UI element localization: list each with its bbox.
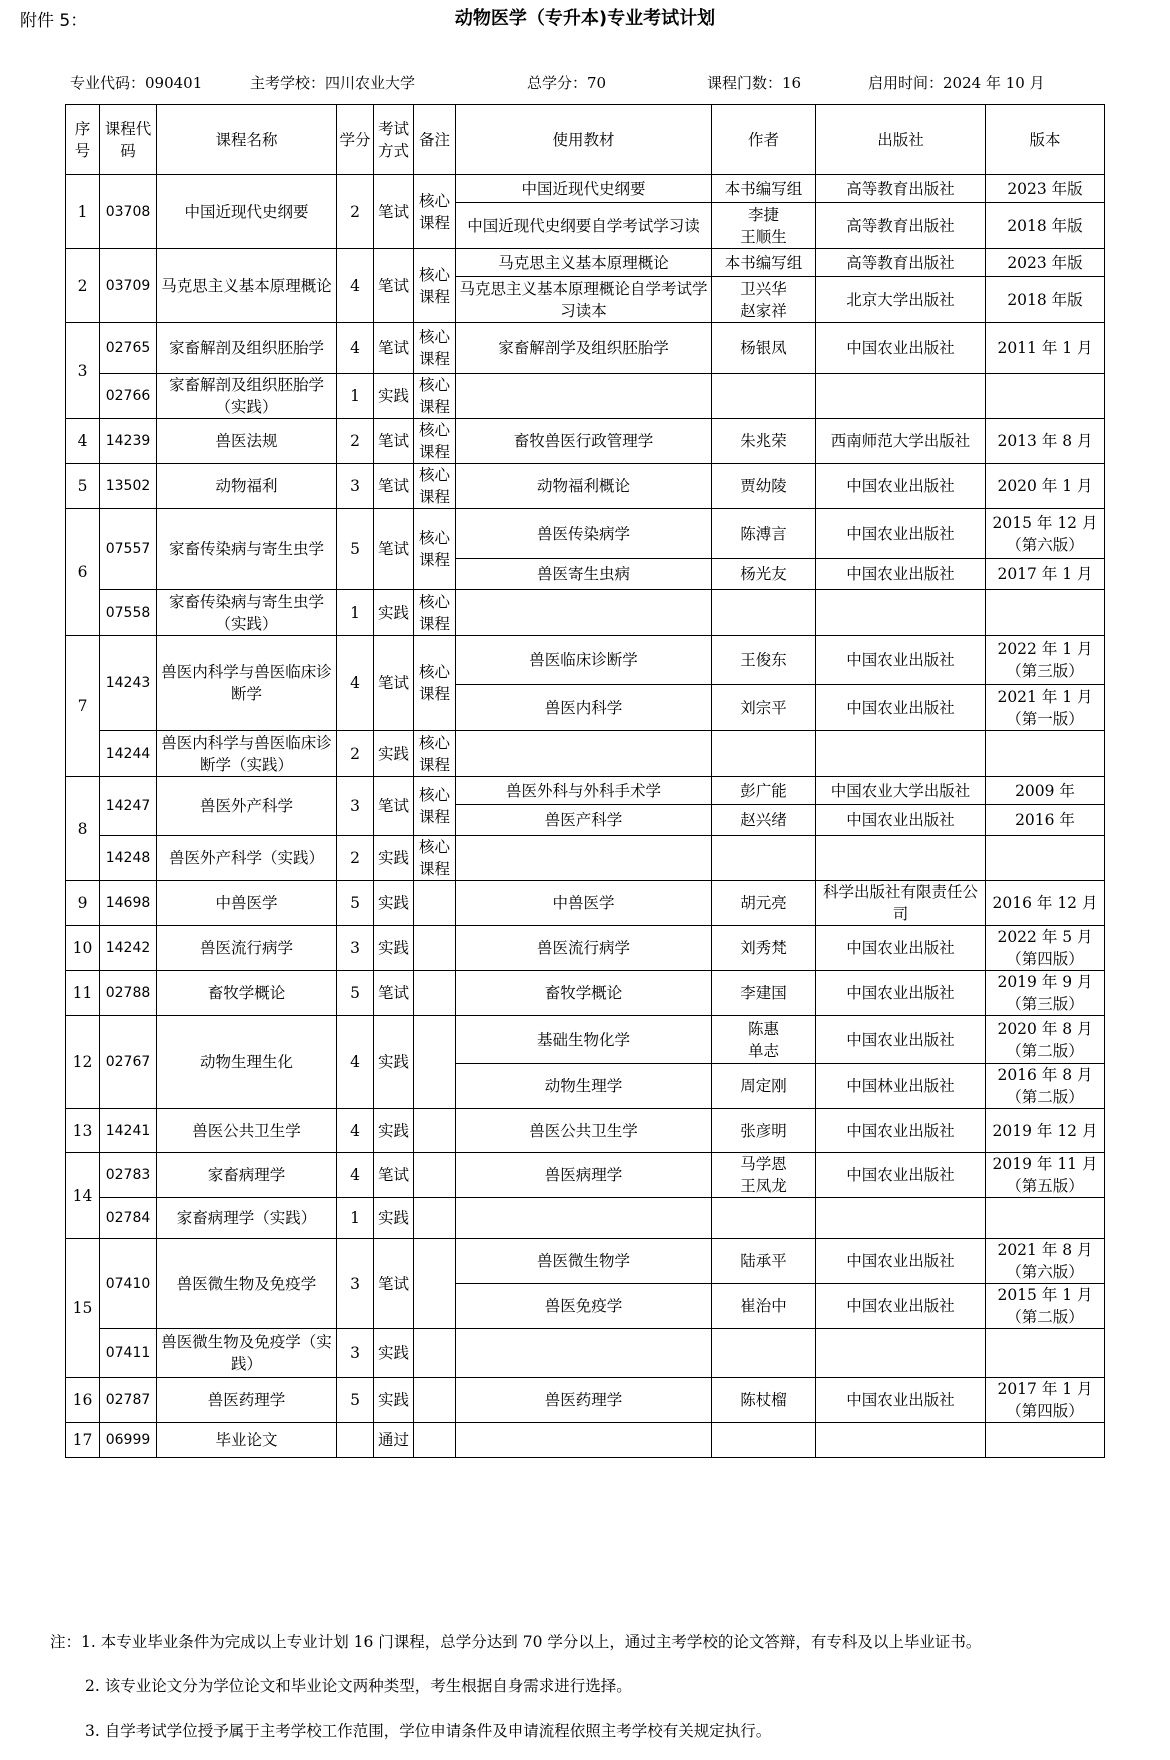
seq-cell: 6 — [66, 509, 100, 636]
credit-cell: 1 — [337, 590, 374, 636]
seq-cell: 1 — [66, 175, 100, 249]
edition-cell: 2023 年版 — [986, 175, 1105, 203]
edition-cell: 2018 年版 — [986, 277, 1105, 323]
remark-cell: 核心课程 — [414, 636, 456, 731]
credit-cell: 4 — [337, 636, 374, 731]
course-code-cell: 02787 — [100, 1378, 157, 1423]
publisher-cell: 中国农业出版社 — [816, 805, 986, 836]
author-cell: 李建国 — [712, 971, 816, 1016]
seq-cell: 12 — [66, 1016, 100, 1109]
remark-cell — [414, 1423, 456, 1458]
edition-cell: 2020 年 1 月 — [986, 464, 1105, 509]
edition-cell: 2009 年 — [986, 777, 1105, 805]
seq-cell: 9 — [66, 881, 100, 926]
author-cell — [712, 1198, 816, 1239]
edition-cell: 2020 年 8 月（第二版） — [986, 1016, 1105, 1064]
textbook-cell: 兽医内科学 — [456, 685, 712, 731]
table-row — [66, 777, 1105, 805]
col-author: 作者 — [712, 105, 816, 175]
textbook-cell: 动物福利概论 — [456, 464, 712, 509]
publisher-cell: 中国农业大学出版社 — [816, 777, 986, 805]
publisher-cell: 中国农业出版社 — [816, 1016, 986, 1064]
exam-method-cell: 笔试 — [374, 1153, 414, 1198]
textbook-cell — [456, 1198, 712, 1239]
seq-cell: 5 — [66, 464, 100, 509]
edition-cell — [986, 1329, 1105, 1378]
author-cell: 朱兆荣 — [712, 419, 816, 464]
publisher-cell: 高等教育出版社 — [816, 203, 986, 249]
seq-cell: 10 — [66, 926, 100, 971]
col-credit: 学分 — [337, 105, 374, 175]
credit-cell: 3 — [337, 926, 374, 971]
exam-method-cell: 实践 — [374, 926, 414, 971]
textbook-cell — [456, 836, 712, 881]
exam-method-cell: 实践 — [374, 1378, 414, 1423]
course-name-cell: 家畜病理学 — [157, 1153, 337, 1198]
textbook-cell: 兽医传染病学 — [456, 509, 712, 559]
course-code-cell: 02765 — [100, 323, 157, 374]
publisher-cell: 中国农业出版社 — [816, 559, 986, 590]
course-code-cell: 02766 — [100, 374, 157, 419]
edition-cell: 2019 年 11 月（第五版） — [986, 1153, 1105, 1198]
table-row — [66, 926, 1105, 971]
course-name-cell: 家畜解剖及组织胚胎学（实践） — [157, 374, 337, 419]
major-code: 专业代码：090401 — [70, 74, 203, 92]
course-name-cell: 家畜病理学（实践） — [157, 1198, 337, 1239]
author-cell — [712, 374, 816, 419]
textbook-cell: 畜牧学概论 — [456, 971, 712, 1016]
exam-method-cell: 实践 — [374, 1109, 414, 1153]
author-cell: 刘秀梵 — [712, 926, 816, 971]
textbook-cell: 畜牧兽医行政管理学 — [456, 419, 712, 464]
credit-cell: 3 — [337, 464, 374, 509]
seq-cell: 4 — [66, 419, 100, 464]
table-row — [66, 323, 1105, 374]
course-name-cell: 兽医微生物及免疫学（实践） — [157, 1329, 337, 1378]
table-row — [66, 836, 1105, 881]
course-name-cell: 家畜传染病与寄生虫学（实践） — [157, 590, 337, 636]
edition-cell: 2022 年 1 月（第三版） — [986, 636, 1105, 685]
textbook-cell: 兽医微生物学 — [456, 1239, 712, 1284]
edition-cell — [986, 836, 1105, 881]
course-name-cell: 家畜传染病与寄生虫学 — [157, 509, 337, 590]
publisher-cell: 北京大学出版社 — [816, 277, 986, 323]
credit-cell: 5 — [337, 971, 374, 1016]
credit-cell: 2 — [337, 836, 374, 881]
course-code-cell: 14248 — [100, 836, 157, 881]
textbook-cell — [456, 590, 712, 636]
credit-cell: 3 — [337, 1239, 374, 1329]
textbook-cell: 动物生理学 — [456, 1064, 712, 1109]
table-row — [66, 1423, 1105, 1458]
course-name-cell: 兽医内科学与兽医临床诊断学 — [157, 636, 337, 731]
author-cell: 本书编写组 — [712, 249, 816, 277]
author-cell: 陈溥言 — [712, 509, 816, 559]
course-code-cell: 14242 — [100, 926, 157, 971]
exam-method-cell: 实践 — [374, 590, 414, 636]
edition-cell: 2015 年 12 月（第六版） — [986, 509, 1105, 559]
textbook-cell: 基础生物化学 — [456, 1016, 712, 1064]
remark-cell: 核心课程 — [414, 175, 456, 249]
edition-cell: 2022 年 5 月（第四版） — [986, 926, 1105, 971]
course-code-cell: 14239 — [100, 419, 157, 464]
author-cell: 杨银凤 — [712, 323, 816, 374]
remark-cell — [414, 1378, 456, 1423]
edition-cell: 2019 年 12 月 — [986, 1109, 1105, 1153]
author-cell: 王俊东 — [712, 636, 816, 685]
credit-cell: 3 — [337, 777, 374, 836]
table-row — [66, 881, 1105, 926]
table-row — [66, 1198, 1105, 1239]
edition-cell — [986, 374, 1105, 419]
table-row — [66, 1109, 1105, 1153]
course-name-cell: 毕业论文 — [157, 1423, 337, 1458]
publisher-cell — [816, 1329, 986, 1378]
start-date: 启用时间：2024 年 10 月 — [868, 74, 1045, 92]
course-name-cell: 家畜解剖及组织胚胎学 — [157, 323, 337, 374]
author-cell: 赵兴绪 — [712, 805, 816, 836]
edition-cell: 2013 年 8 月 — [986, 419, 1105, 464]
course-code-cell: 14247 — [100, 777, 157, 836]
table-row — [66, 1153, 1105, 1198]
remark-cell: 核心课程 — [414, 464, 456, 509]
col-seq: 序号 — [66, 105, 100, 175]
exam-method-cell: 笔试 — [374, 323, 414, 374]
credit-cell: 2 — [337, 731, 374, 777]
course-name-cell: 兽医外产科学（实践） — [157, 836, 337, 881]
author-cell: 杨光友 — [712, 559, 816, 590]
course-name-cell: 兽医微生物及免疫学 — [157, 1239, 337, 1329]
remark-cell: 核心课程 — [414, 323, 456, 374]
publisher-cell: 中国农业出版社 — [816, 926, 986, 971]
col-remark: 备注 — [414, 105, 456, 175]
note-1: 注：1. 本专业毕业条件为完成以上专业计划 16 门课程，总学分达到 70 学分以上，通过主考学校的论文答辩，有专科及以上毕业证书。 — [50, 1633, 982, 1651]
textbook-cell: 兽医药理学 — [456, 1378, 712, 1423]
header-row — [66, 105, 1105, 175]
credit-cell: 4 — [337, 249, 374, 323]
publisher-cell: 高等教育出版社 — [816, 249, 986, 277]
course-name-cell: 兽医药理学 — [157, 1378, 337, 1423]
attachment-label: 附件 5： — [20, 11, 88, 31]
author-cell — [712, 590, 816, 636]
seq-cell: 17 — [66, 1423, 100, 1458]
credit-cell: 4 — [337, 323, 374, 374]
remark-cell — [414, 1198, 456, 1239]
exam-plan-table — [65, 104, 1105, 1458]
publisher-cell — [816, 836, 986, 881]
course-name-cell: 兽医法规 — [157, 419, 337, 464]
textbook-cell: 兽医寄生虫病 — [456, 559, 712, 590]
course-name-cell: 中国近现代史纲要 — [157, 175, 337, 249]
table-row — [66, 636, 1105, 685]
edition-cell: 2016 年 12 月 — [986, 881, 1105, 926]
publisher-cell — [816, 1198, 986, 1239]
publisher-cell: 中国农业出版社 — [816, 1284, 986, 1329]
course-name-cell: 动物福利 — [157, 464, 337, 509]
credit-cell — [337, 1423, 374, 1458]
remark-cell: 核心课程 — [414, 731, 456, 777]
author-cell: 本书编写组 — [712, 175, 816, 203]
remark-cell — [414, 1016, 456, 1109]
publisher-cell: 中国农业出版社 — [816, 636, 986, 685]
table-row — [66, 731, 1105, 777]
exam-method-cell: 笔试 — [374, 636, 414, 731]
col-book: 使用教材 — [456, 105, 712, 175]
course-code-cell: 03709 — [100, 249, 157, 323]
publisher-cell: 中国农业出版社 — [816, 1109, 986, 1153]
course-code-cell: 07410 — [100, 1239, 157, 1329]
table-row — [66, 249, 1105, 277]
publisher-cell: 中国农业出版社 — [816, 1153, 986, 1198]
publisher-cell — [816, 1423, 986, 1458]
edition-cell — [986, 1198, 1105, 1239]
col-code: 课程代码 — [100, 105, 157, 175]
exam-method-cell: 笔试 — [374, 464, 414, 509]
publisher-cell: 西南师范大学出版社 — [816, 419, 986, 464]
credit-cell: 4 — [337, 1109, 374, 1153]
textbook-cell — [456, 731, 712, 777]
credit-cell: 5 — [337, 881, 374, 926]
note-3: 3. 自学考试学位授予属于主考学校工作范围，学位申请条件及申请流程依照主考学校有关规定执行。 — [85, 1722, 772, 1740]
edition-cell: 2019 年 9 月（第三版） — [986, 971, 1105, 1016]
course-code-cell: 02767 — [100, 1016, 157, 1109]
credit-cell: 1 — [337, 374, 374, 419]
exam-method-cell: 实践 — [374, 1329, 414, 1378]
publisher-cell — [816, 374, 986, 419]
exam-method-cell: 实践 — [374, 731, 414, 777]
remark-cell: 核心课程 — [414, 419, 456, 464]
seq-cell: 7 — [66, 636, 100, 777]
course-name-cell: 马克思主义基本原理概论 — [157, 249, 337, 323]
author-cell: 张彦明 — [712, 1109, 816, 1153]
author-cell: 崔治中 — [712, 1284, 816, 1329]
edition-cell: 2011 年 1 月 — [986, 323, 1105, 374]
publisher-cell — [816, 590, 986, 636]
textbook-cell: 兽医临床诊断学 — [456, 636, 712, 685]
seq-cell: 8 — [66, 777, 100, 881]
table-row — [66, 419, 1105, 464]
edition-cell: 2017 年 1 月（第四版） — [986, 1378, 1105, 1423]
remark-cell — [414, 1329, 456, 1378]
exam-method-cell: 笔试 — [374, 1239, 414, 1329]
course-code-cell: 14243 — [100, 636, 157, 731]
exam-method-cell: 实践 — [374, 1016, 414, 1109]
textbook-cell — [456, 1329, 712, 1378]
author-cell: 陈杖榴 — [712, 1378, 816, 1423]
table-row — [66, 1239, 1105, 1284]
course-code-cell: 14241 — [100, 1109, 157, 1153]
author-cell — [712, 1423, 816, 1458]
course-name-cell: 兽医流行病学 — [157, 926, 337, 971]
note-2: 2. 该专业论文分为学位论文和毕业论文两种类型，考生根据自身需求进行选择。 — [85, 1677, 632, 1695]
course-code-cell: 13502 — [100, 464, 157, 509]
remark-cell — [414, 1153, 456, 1198]
table-row — [66, 1378, 1105, 1423]
table-row — [66, 971, 1105, 1016]
remark-cell: 核心课程 — [414, 249, 456, 323]
edition-cell: 2021 年 8 月（第六版） — [986, 1239, 1105, 1284]
author-cell: 胡元亮 — [712, 881, 816, 926]
publisher-cell: 中国农业出版社 — [816, 509, 986, 559]
exam-method-cell: 实践 — [374, 1198, 414, 1239]
remark-cell — [414, 1109, 456, 1153]
course-name-cell: 畜牧学概论 — [157, 971, 337, 1016]
course-code-cell: 02788 — [100, 971, 157, 1016]
table-row — [66, 590, 1105, 636]
credit-cell: 5 — [337, 509, 374, 590]
seq-cell: 13 — [66, 1109, 100, 1153]
publisher-cell: 高等教育出版社 — [816, 175, 986, 203]
publisher-cell: 中国农业出版社 — [816, 464, 986, 509]
author-cell: 卫兴华 赵家祥 — [712, 277, 816, 323]
seq-cell: 15 — [66, 1239, 100, 1378]
course-name-cell: 兽医内科学与兽医临床诊断学（实践） — [157, 731, 337, 777]
exam-method-cell: 笔试 — [374, 971, 414, 1016]
table-row — [66, 464, 1105, 509]
textbook-cell: 兽医病理学 — [456, 1153, 712, 1198]
textbook-cell: 兽医免疫学 — [456, 1284, 712, 1329]
author-cell — [712, 1329, 816, 1378]
textbook-cell: 马克思主义基本原理概论自学考试学习读本 — [456, 277, 712, 323]
edition-cell — [986, 1423, 1105, 1458]
publisher-cell: 中国农业出版社 — [816, 685, 986, 731]
remark-cell — [414, 971, 456, 1016]
course-code-cell: 07558 — [100, 590, 157, 636]
table-row — [66, 374, 1105, 419]
edition-cell: 2016 年 8 月（第二版） — [986, 1064, 1105, 1109]
exam-method-cell: 笔试 — [374, 175, 414, 249]
exam-method-cell: 笔试 — [374, 509, 414, 590]
edition-cell: 2021 年 1 月（第一版） — [986, 685, 1105, 731]
textbook-cell — [456, 1423, 712, 1458]
remark-cell: 核心课程 — [414, 777, 456, 836]
total-credits: 总学分：70 — [527, 74, 607, 92]
author-cell: 李捷 王顺生 — [712, 203, 816, 249]
author-cell — [712, 836, 816, 881]
table-row — [66, 1016, 1105, 1064]
textbook-cell: 家畜解剖学及组织胚胎学 — [456, 323, 712, 374]
author-cell: 刘宗平 — [712, 685, 816, 731]
seq-cell: 16 — [66, 1378, 100, 1423]
course-name-cell: 中兽医学 — [157, 881, 337, 926]
seq-cell: 2 — [66, 249, 100, 323]
exam-method-cell: 实践 — [374, 881, 414, 926]
course-count: 课程门数：16 — [707, 74, 802, 92]
publisher-cell: 中国农业出版社 — [816, 323, 986, 374]
exam-method-cell: 笔试 — [374, 249, 414, 323]
publisher-cell: 中国农业出版社 — [816, 1239, 986, 1284]
author-cell: 陆承平 — [712, 1239, 816, 1284]
edition-cell: 2015 年 1 月（第二版） — [986, 1284, 1105, 1329]
table-row — [66, 509, 1105, 559]
textbook-cell: 中兽医学 — [456, 881, 712, 926]
textbook-cell: 兽医产科学 — [456, 805, 712, 836]
author-cell — [712, 731, 816, 777]
exam-method-cell: 实践 — [374, 374, 414, 419]
course-code-cell: 02784 — [100, 1198, 157, 1239]
publisher-cell: 中国农业出版社 — [816, 971, 986, 1016]
remark-cell — [414, 1239, 456, 1329]
host-school: 主考学校：四川农业大学 — [250, 74, 416, 92]
credit-cell: 4 — [337, 1153, 374, 1198]
edition-cell: 2018 年版 — [986, 203, 1105, 249]
author-cell: 彭广能 — [712, 777, 816, 805]
publisher-cell: 科学出版社有限责任公司 — [816, 881, 986, 926]
author-cell: 周定刚 — [712, 1064, 816, 1109]
author-cell: 马学恩 王凤龙 — [712, 1153, 816, 1198]
textbook-cell: 中国近现代史纲要 — [456, 175, 712, 203]
course-name-cell: 动物生理生化 — [157, 1016, 337, 1109]
credit-cell: 2 — [337, 175, 374, 249]
textbook-cell: 兽医流行病学 — [456, 926, 712, 971]
table-row — [66, 1329, 1105, 1378]
credit-cell: 2 — [337, 419, 374, 464]
course-code-cell: 06999 — [100, 1423, 157, 1458]
edition-cell: 2023 年版 — [986, 249, 1105, 277]
remark-cell: 核心课程 — [414, 374, 456, 419]
course-name-cell: 兽医公共卫生学 — [157, 1109, 337, 1153]
course-code-cell: 02783 — [100, 1153, 157, 1198]
remark-cell — [414, 881, 456, 926]
textbook-cell: 兽医公共卫生学 — [456, 1109, 712, 1153]
course-code-cell: 14244 — [100, 731, 157, 777]
textbook-cell: 兽医外科与外科手术学 — [456, 777, 712, 805]
col-exam: 考试方式 — [374, 105, 414, 175]
seq-cell: 11 — [66, 971, 100, 1016]
seq-cell: 14 — [66, 1153, 100, 1239]
exam-method-cell: 笔试 — [374, 777, 414, 836]
table-row — [66, 175, 1105, 203]
course-code-cell: 14698 — [100, 881, 157, 926]
exam-method-cell: 通过 — [374, 1423, 414, 1458]
course-code-cell: 07411 — [100, 1329, 157, 1378]
credit-cell: 4 — [337, 1016, 374, 1109]
remark-cell: 核心课程 — [414, 590, 456, 636]
page-title: 动物医学（专升本)专业考试计划 — [454, 8, 716, 29]
edition-cell — [986, 731, 1105, 777]
edition-cell: 2017 年 1 月 — [986, 559, 1105, 590]
edition-cell: 2016 年 — [986, 805, 1105, 836]
seq-cell: 3 — [66, 323, 100, 419]
credit-cell: 1 — [337, 1198, 374, 1239]
remark-cell: 核心课程 — [414, 509, 456, 590]
textbook-cell: 中国近现代史纲要自学考试学习读 — [456, 203, 712, 249]
author-cell: 陈惠 单志 — [712, 1016, 816, 1064]
remark-cell: 核心课程 — [414, 836, 456, 881]
credit-cell: 3 — [337, 1329, 374, 1378]
publisher-cell — [816, 731, 986, 777]
course-code-cell: 03708 — [100, 175, 157, 249]
credit-cell: 5 — [337, 1378, 374, 1423]
col-edition: 版本 — [986, 105, 1105, 175]
publisher-cell: 中国农业出版社 — [816, 1378, 986, 1423]
publisher-cell: 中国林业出版社 — [816, 1064, 986, 1109]
edition-cell — [986, 590, 1105, 636]
author-cell: 贾幼陵 — [712, 464, 816, 509]
col-name: 课程名称 — [157, 105, 337, 175]
exam-method-cell: 笔试 — [374, 419, 414, 464]
course-name-cell: 兽医外产科学 — [157, 777, 337, 836]
col-publisher: 出版社 — [816, 105, 986, 175]
exam-method-cell: 实践 — [374, 836, 414, 881]
remark-cell — [414, 926, 456, 971]
textbook-cell — [456, 374, 712, 419]
textbook-cell: 马克思主义基本原理概论 — [456, 249, 712, 277]
course-code-cell: 07557 — [100, 509, 157, 590]
